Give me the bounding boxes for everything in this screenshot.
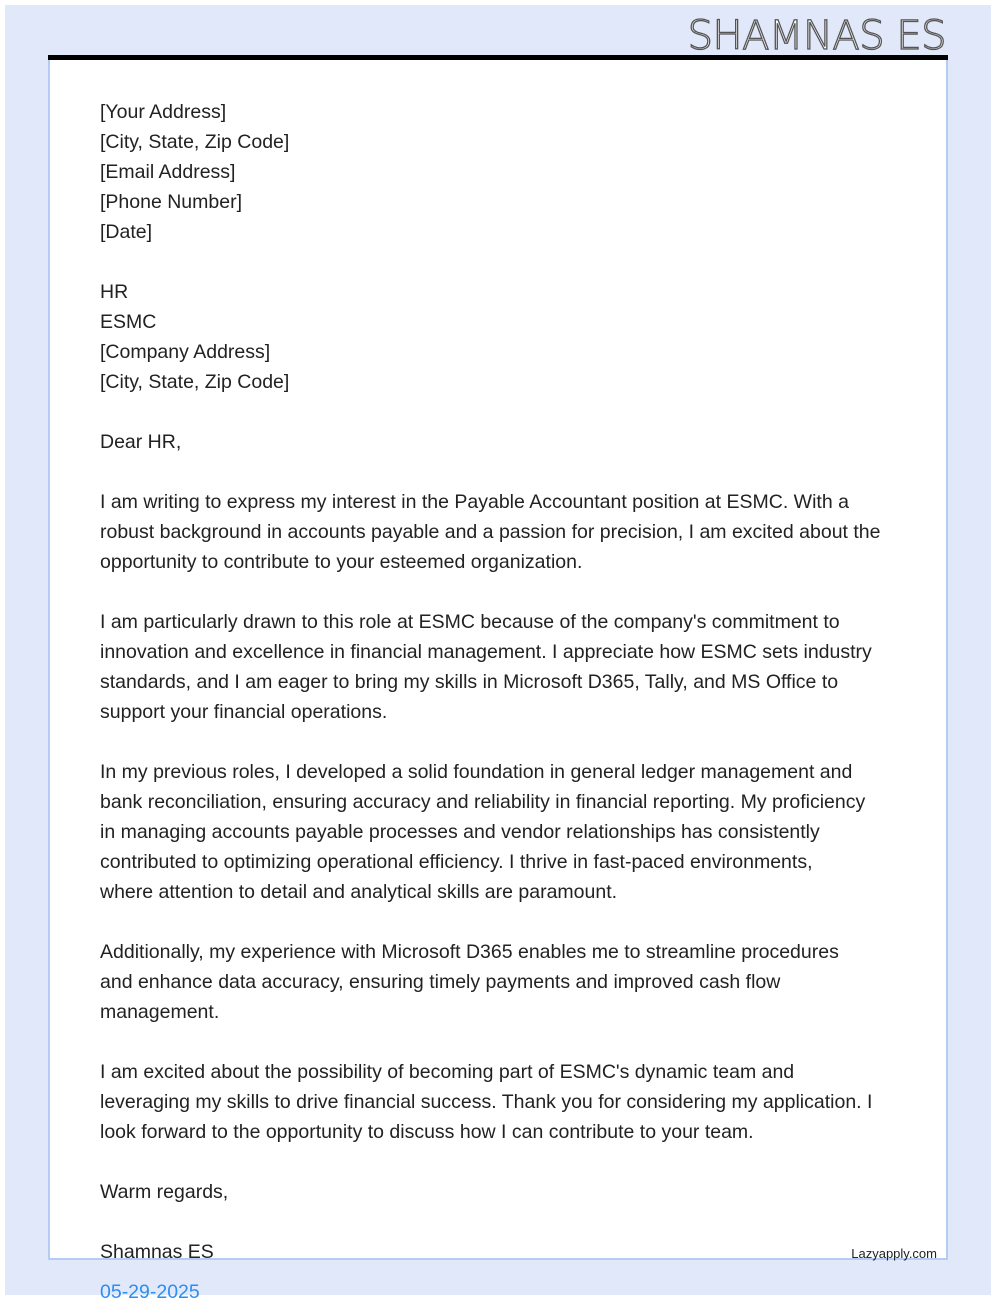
- sender-address: [Your Address]: [100, 101, 227, 123]
- paragraph-line: management.: [100, 1001, 220, 1023]
- paragraph-line: Additionally, my experience with Microsoft D365 enables me to streamline procedures: [100, 941, 839, 963]
- paragraph-line: support your financial operations.: [100, 701, 388, 723]
- footer-brand[interactable]: Lazyapply.com: [851, 1246, 937, 1261]
- sender-city: [City, State, Zip Code]: [100, 131, 290, 153]
- paragraph: [100, 487, 920, 577]
- paragraph-line: robust background in accounts payable and a passion for precision, I am excited about the: [100, 521, 881, 543]
- paragraph-line: look forward to the opportunity to discuss how I can contribute to your team.: [100, 1121, 754, 1143]
- paragraph: [100, 607, 920, 727]
- header-name: SHAMNAS ES: [687, 13, 946, 59]
- paragraph-line: where attention to detail and analytical skills are paramount.: [100, 881, 618, 903]
- paragraph-line: In my previous roles, I developed a solid foundation in general ledger management and: [100, 761, 853, 783]
- letter-date: 05-29-2025: [100, 1281, 200, 1303]
- salutation: Dear HR,: [100, 431, 182, 453]
- signature: Shamnas ES: [100, 1241, 214, 1263]
- recipient-name: HR: [100, 281, 129, 303]
- paragraph-line: innovation and excellence in financial management. I appreciate how ESMC sets industry: [100, 641, 872, 663]
- paragraph-line: leveraging my skills to drive financial success. Thank you for considering my application. I: [100, 1091, 873, 1113]
- paragraph-line: I am writing to express my interest in the Payable Accountant position at ESMC. With a: [100, 491, 849, 513]
- paragraph-line: I am excited about the possibility of becoming part of ESMC's dynamic team and: [100, 1061, 795, 1083]
- letter-body: [100, 97, 920, 1307]
- paragraph: [100, 757, 920, 907]
- paragraph: [100, 937, 920, 1027]
- closing: Warm regards,: [100, 1181, 229, 1203]
- recipient-block: [100, 277, 920, 397]
- recipient-company: ESMC: [100, 311, 157, 333]
- paragraph-line: in managing accounts payable processes and vendor relationships has consistently: [100, 821, 820, 843]
- sender-email: [Email Address]: [100, 161, 236, 183]
- paragraph-line: standards, and I am eager to bring my skills in Microsoft D365, Tally, and MS Office to: [100, 671, 839, 693]
- paragraph-line: I am particularly drawn to this role at ESMC because of the company's commitment to: [100, 611, 840, 633]
- paragraph-line: and enhance data accuracy, ensuring timely payments and improved cash flow: [100, 971, 781, 993]
- sender-block: [100, 97, 920, 247]
- paragraph: [100, 1057, 920, 1147]
- sender-date: [Date]: [100, 221, 153, 243]
- paragraph-line: opportunity to contribute to your esteemed organization.: [100, 551, 583, 573]
- recipient-city: [City, State, Zip Code]: [100, 371, 290, 393]
- paragraph-line: contributed to optimizing operational efficiency. I thrive in fast-paced environments,: [100, 851, 813, 873]
- recipient-address: [Company Address]: [100, 341, 271, 363]
- paragraph-line: bank reconciliation, ensuring accuracy and reliability in financial reporting. My proficiency: [100, 791, 866, 813]
- sender-phone: [Phone Number]: [100, 191, 242, 213]
